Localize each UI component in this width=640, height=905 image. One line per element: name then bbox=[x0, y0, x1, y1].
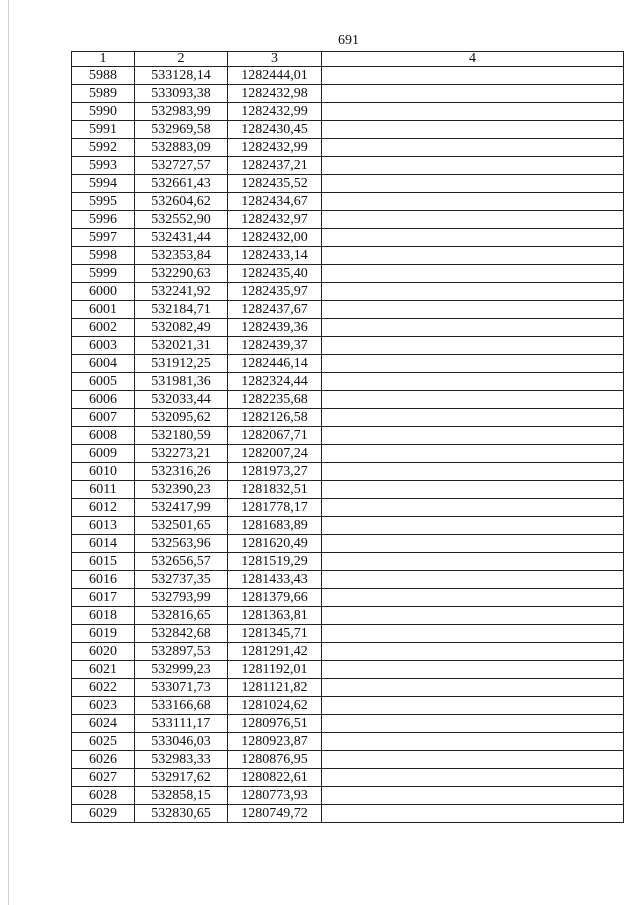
point-number-cell: 6010 bbox=[72, 463, 135, 481]
table-row bbox=[72, 409, 624, 427]
table-row bbox=[72, 463, 624, 481]
table-row bbox=[72, 589, 624, 607]
note-cell bbox=[322, 499, 624, 517]
y-coordinate-cell: 1281379,66 bbox=[228, 589, 322, 607]
x-coordinate-cell: 532858,15 bbox=[135, 787, 228, 805]
point-number-cell: 6001 bbox=[72, 301, 135, 319]
y-coordinate-cell: 1281192,01 bbox=[228, 661, 322, 679]
x-coordinate-cell: 532999,23 bbox=[135, 661, 228, 679]
x-coordinate-cell: 532180,59 bbox=[135, 427, 228, 445]
x-coordinate-cell: 532082,49 bbox=[135, 319, 228, 337]
note-cell bbox=[322, 193, 624, 211]
column-header-2: 2 bbox=[135, 52, 228, 67]
table-row bbox=[72, 301, 624, 319]
y-coordinate-cell: 1282437,21 bbox=[228, 157, 322, 175]
note-cell bbox=[322, 445, 624, 463]
y-coordinate-cell: 1281345,71 bbox=[228, 625, 322, 643]
note-cell bbox=[322, 85, 624, 103]
note-cell bbox=[322, 571, 624, 589]
y-coordinate-cell: 1282432,99 bbox=[228, 103, 322, 121]
note-cell bbox=[322, 697, 624, 715]
note-cell bbox=[322, 751, 624, 769]
x-coordinate-cell: 532290,63 bbox=[135, 265, 228, 283]
x-coordinate-cell: 532431,44 bbox=[135, 229, 228, 247]
table-row bbox=[72, 499, 624, 517]
y-coordinate-cell: 1282435,40 bbox=[228, 265, 322, 283]
note-cell bbox=[322, 787, 624, 805]
table-row bbox=[72, 643, 624, 661]
note-cell bbox=[322, 301, 624, 319]
note-cell bbox=[322, 661, 624, 679]
point-number-cell: 5991 bbox=[72, 121, 135, 139]
table-row bbox=[72, 769, 624, 787]
y-coordinate-cell: 1280976,51 bbox=[228, 715, 322, 733]
table-header bbox=[72, 52, 624, 67]
y-coordinate-cell: 1282434,67 bbox=[228, 193, 322, 211]
note-cell bbox=[322, 157, 624, 175]
note-cell bbox=[322, 805, 624, 823]
x-coordinate-cell: 533093,38 bbox=[135, 85, 228, 103]
point-number-cell: 6004 bbox=[72, 355, 135, 373]
x-coordinate-cell: 532969,58 bbox=[135, 121, 228, 139]
point-number-cell: 5993 bbox=[72, 157, 135, 175]
y-coordinate-cell: 1281973,27 bbox=[228, 463, 322, 481]
x-coordinate-cell: 532184,71 bbox=[135, 301, 228, 319]
point-number-cell: 6011 bbox=[72, 481, 135, 499]
note-cell bbox=[322, 67, 624, 85]
note-cell bbox=[322, 283, 624, 301]
note-cell bbox=[322, 463, 624, 481]
note-cell bbox=[322, 355, 624, 373]
x-coordinate-cell: 532021,31 bbox=[135, 337, 228, 355]
note-cell bbox=[322, 211, 624, 229]
y-coordinate-cell: 1282432,97 bbox=[228, 211, 322, 229]
point-number-cell: 5992 bbox=[72, 139, 135, 157]
table-row bbox=[72, 139, 624, 157]
x-coordinate-cell: 532830,65 bbox=[135, 805, 228, 823]
y-coordinate-cell: 1282437,67 bbox=[228, 301, 322, 319]
point-number-cell: 6006 bbox=[72, 391, 135, 409]
table-row bbox=[72, 157, 624, 175]
y-coordinate-cell: 1280822,61 bbox=[228, 769, 322, 787]
point-number-cell: 5990 bbox=[72, 103, 135, 121]
x-coordinate-cell: 531912,25 bbox=[135, 355, 228, 373]
note-cell bbox=[322, 643, 624, 661]
table-row bbox=[72, 229, 624, 247]
table-row bbox=[72, 391, 624, 409]
table-row bbox=[72, 517, 624, 535]
y-coordinate-cell: 1282007,24 bbox=[228, 445, 322, 463]
y-coordinate-cell: 1281433,43 bbox=[228, 571, 322, 589]
note-cell bbox=[322, 553, 624, 571]
point-number-cell: 6028 bbox=[72, 787, 135, 805]
note-cell bbox=[322, 715, 624, 733]
x-coordinate-cell: 532983,99 bbox=[135, 103, 228, 121]
x-coordinate-cell: 532661,43 bbox=[135, 175, 228, 193]
table-row bbox=[72, 67, 624, 85]
x-coordinate-cell: 533111,17 bbox=[135, 715, 228, 733]
point-number-cell: 6029 bbox=[72, 805, 135, 823]
y-coordinate-cell: 1281519,29 bbox=[228, 553, 322, 571]
note-cell bbox=[322, 229, 624, 247]
point-number-cell: 5995 bbox=[72, 193, 135, 211]
table-row bbox=[72, 373, 624, 391]
x-coordinate-cell: 532604,62 bbox=[135, 193, 228, 211]
column-header-4: 4 bbox=[322, 52, 624, 67]
point-number-cell: 6014 bbox=[72, 535, 135, 553]
point-number-cell: 5999 bbox=[72, 265, 135, 283]
table-row bbox=[72, 553, 624, 571]
point-number-cell: 5996 bbox=[72, 211, 135, 229]
note-cell bbox=[322, 121, 624, 139]
table-body bbox=[72, 67, 624, 823]
table-row bbox=[72, 247, 624, 265]
y-coordinate-cell: 1281291,42 bbox=[228, 643, 322, 661]
x-coordinate-cell: 532273,21 bbox=[135, 445, 228, 463]
x-coordinate-cell: 533071,73 bbox=[135, 679, 228, 697]
point-number-cell: 6019 bbox=[72, 625, 135, 643]
table-row bbox=[72, 85, 624, 103]
x-coordinate-cell: 532033,44 bbox=[135, 391, 228, 409]
table-row bbox=[72, 787, 624, 805]
y-coordinate-cell: 1281620,49 bbox=[228, 535, 322, 553]
note-cell bbox=[322, 319, 624, 337]
note-cell bbox=[322, 625, 624, 643]
y-coordinate-cell: 1282444,01 bbox=[228, 67, 322, 85]
table-row bbox=[72, 175, 624, 193]
table-row bbox=[72, 679, 624, 697]
table-row bbox=[72, 445, 624, 463]
point-number-cell: 6018 bbox=[72, 607, 135, 625]
page-binding-edge bbox=[8, 0, 9, 905]
note-cell bbox=[322, 427, 624, 445]
note-cell bbox=[322, 589, 624, 607]
x-coordinate-cell: 532353,84 bbox=[135, 247, 228, 265]
x-coordinate-cell: 532727,57 bbox=[135, 157, 228, 175]
point-number-cell: 6016 bbox=[72, 571, 135, 589]
point-number-cell: 6012 bbox=[72, 499, 135, 517]
x-coordinate-cell: 532897,53 bbox=[135, 643, 228, 661]
note-cell bbox=[322, 265, 624, 283]
note-cell bbox=[322, 337, 624, 355]
point-number-cell: 6021 bbox=[72, 661, 135, 679]
x-coordinate-cell: 533128,14 bbox=[135, 67, 228, 85]
table-row bbox=[72, 715, 624, 733]
column-header-3: 3 bbox=[228, 52, 322, 67]
column-header-1: 1 bbox=[72, 52, 135, 67]
note-cell bbox=[322, 139, 624, 157]
y-coordinate-cell: 1282235,68 bbox=[228, 391, 322, 409]
table-row bbox=[72, 337, 624, 355]
y-coordinate-cell: 1282435,97 bbox=[228, 283, 322, 301]
y-coordinate-cell: 1281121,82 bbox=[228, 679, 322, 697]
x-coordinate-cell: 532417,99 bbox=[135, 499, 228, 517]
note-cell bbox=[322, 373, 624, 391]
x-coordinate-cell: 532816,65 bbox=[135, 607, 228, 625]
table-row bbox=[72, 571, 624, 589]
y-coordinate-cell: 1282446,14 bbox=[228, 355, 322, 373]
point-number-cell: 6026 bbox=[72, 751, 135, 769]
x-coordinate-cell: 532501,65 bbox=[135, 517, 228, 535]
table-row bbox=[72, 751, 624, 769]
y-coordinate-cell: 1282432,99 bbox=[228, 139, 322, 157]
table-row bbox=[72, 697, 624, 715]
x-coordinate-cell: 532983,33 bbox=[135, 751, 228, 769]
point-number-cell: 6023 bbox=[72, 697, 135, 715]
table-row bbox=[72, 265, 624, 283]
y-coordinate-cell: 1281363,81 bbox=[228, 607, 322, 625]
point-number-cell: 6000 bbox=[72, 283, 135, 301]
point-number-cell: 5988 bbox=[72, 67, 135, 85]
table-row bbox=[72, 103, 624, 121]
y-coordinate-cell: 1280876,95 bbox=[228, 751, 322, 769]
point-number-cell: 6003 bbox=[72, 337, 135, 355]
x-coordinate-cell: 532390,23 bbox=[135, 481, 228, 499]
x-coordinate-cell: 532241,92 bbox=[135, 283, 228, 301]
y-coordinate-cell: 1281024,62 bbox=[228, 697, 322, 715]
point-number-cell: 6022 bbox=[72, 679, 135, 697]
point-number-cell: 6025 bbox=[72, 733, 135, 751]
note-cell bbox=[322, 391, 624, 409]
point-number-cell: 5997 bbox=[72, 229, 135, 247]
y-coordinate-cell: 1280749,72 bbox=[228, 805, 322, 823]
y-coordinate-cell: 1282126,58 bbox=[228, 409, 322, 427]
note-cell bbox=[322, 175, 624, 193]
table-row bbox=[72, 805, 624, 823]
point-number-cell: 5989 bbox=[72, 85, 135, 103]
y-coordinate-cell: 1281832,51 bbox=[228, 481, 322, 499]
y-coordinate-cell: 1282433,14 bbox=[228, 247, 322, 265]
table-row bbox=[72, 535, 624, 553]
table-row bbox=[72, 733, 624, 751]
note-cell bbox=[322, 679, 624, 697]
x-coordinate-cell: 531981,36 bbox=[135, 373, 228, 391]
x-coordinate-cell: 532917,62 bbox=[135, 769, 228, 787]
note-cell bbox=[322, 517, 624, 535]
point-number-cell: 6005 bbox=[72, 373, 135, 391]
x-coordinate-cell: 532316,26 bbox=[135, 463, 228, 481]
table-row bbox=[72, 481, 624, 499]
note-cell bbox=[322, 733, 624, 751]
note-cell bbox=[322, 607, 624, 625]
x-coordinate-cell: 532552,90 bbox=[135, 211, 228, 229]
y-coordinate-cell: 1280923,87 bbox=[228, 733, 322, 751]
note-cell bbox=[322, 247, 624, 265]
x-coordinate-cell: 532095,62 bbox=[135, 409, 228, 427]
y-coordinate-cell: 1282324,44 bbox=[228, 373, 322, 391]
point-number-cell: 6008 bbox=[72, 427, 135, 445]
point-number-cell: 6002 bbox=[72, 319, 135, 337]
y-coordinate-cell: 1282067,71 bbox=[228, 427, 322, 445]
x-coordinate-cell: 532883,09 bbox=[135, 139, 228, 157]
note-cell bbox=[322, 769, 624, 787]
table-row bbox=[72, 283, 624, 301]
x-coordinate-cell: 533046,03 bbox=[135, 733, 228, 751]
x-coordinate-cell: 532737,35 bbox=[135, 571, 228, 589]
page-number: 691 bbox=[338, 33, 359, 48]
note-cell bbox=[322, 481, 624, 499]
y-coordinate-cell: 1282435,52 bbox=[228, 175, 322, 193]
table-row bbox=[72, 211, 624, 229]
table-row bbox=[72, 625, 624, 643]
y-coordinate-cell: 1282439,37 bbox=[228, 337, 322, 355]
table-row bbox=[72, 661, 624, 679]
table-row bbox=[72, 319, 624, 337]
y-coordinate-cell: 1282430,45 bbox=[228, 121, 322, 139]
note-cell bbox=[322, 535, 624, 553]
y-coordinate-cell: 1281778,17 bbox=[228, 499, 322, 517]
y-coordinate-cell: 1280773,93 bbox=[228, 787, 322, 805]
table-header-row bbox=[72, 52, 624, 67]
table-row bbox=[72, 121, 624, 139]
coordinates-table bbox=[71, 51, 624, 823]
table-row bbox=[72, 427, 624, 445]
x-coordinate-cell: 532656,57 bbox=[135, 553, 228, 571]
y-coordinate-cell: 1281683,89 bbox=[228, 517, 322, 535]
point-number-cell: 6017 bbox=[72, 589, 135, 607]
point-number-cell: 6015 bbox=[72, 553, 135, 571]
x-coordinate-cell: 533166,68 bbox=[135, 697, 228, 715]
point-number-cell: 6024 bbox=[72, 715, 135, 733]
note-cell bbox=[322, 103, 624, 121]
point-number-cell: 6009 bbox=[72, 445, 135, 463]
table-row bbox=[72, 193, 624, 211]
x-coordinate-cell: 532563,96 bbox=[135, 535, 228, 553]
note-cell bbox=[322, 409, 624, 427]
point-number-cell: 6027 bbox=[72, 769, 135, 787]
table-row bbox=[72, 607, 624, 625]
point-number-cell: 6007 bbox=[72, 409, 135, 427]
y-coordinate-cell: 1282439,36 bbox=[228, 319, 322, 337]
table-row bbox=[72, 355, 624, 373]
y-coordinate-cell: 1282432,00 bbox=[228, 229, 322, 247]
x-coordinate-cell: 532842,68 bbox=[135, 625, 228, 643]
point-number-cell: 5998 bbox=[72, 247, 135, 265]
x-coordinate-cell: 532793,99 bbox=[135, 589, 228, 607]
y-coordinate-cell: 1282432,98 bbox=[228, 85, 322, 103]
point-number-cell: 6013 bbox=[72, 517, 135, 535]
point-number-cell: 6020 bbox=[72, 643, 135, 661]
point-number-cell: 5994 bbox=[72, 175, 135, 193]
